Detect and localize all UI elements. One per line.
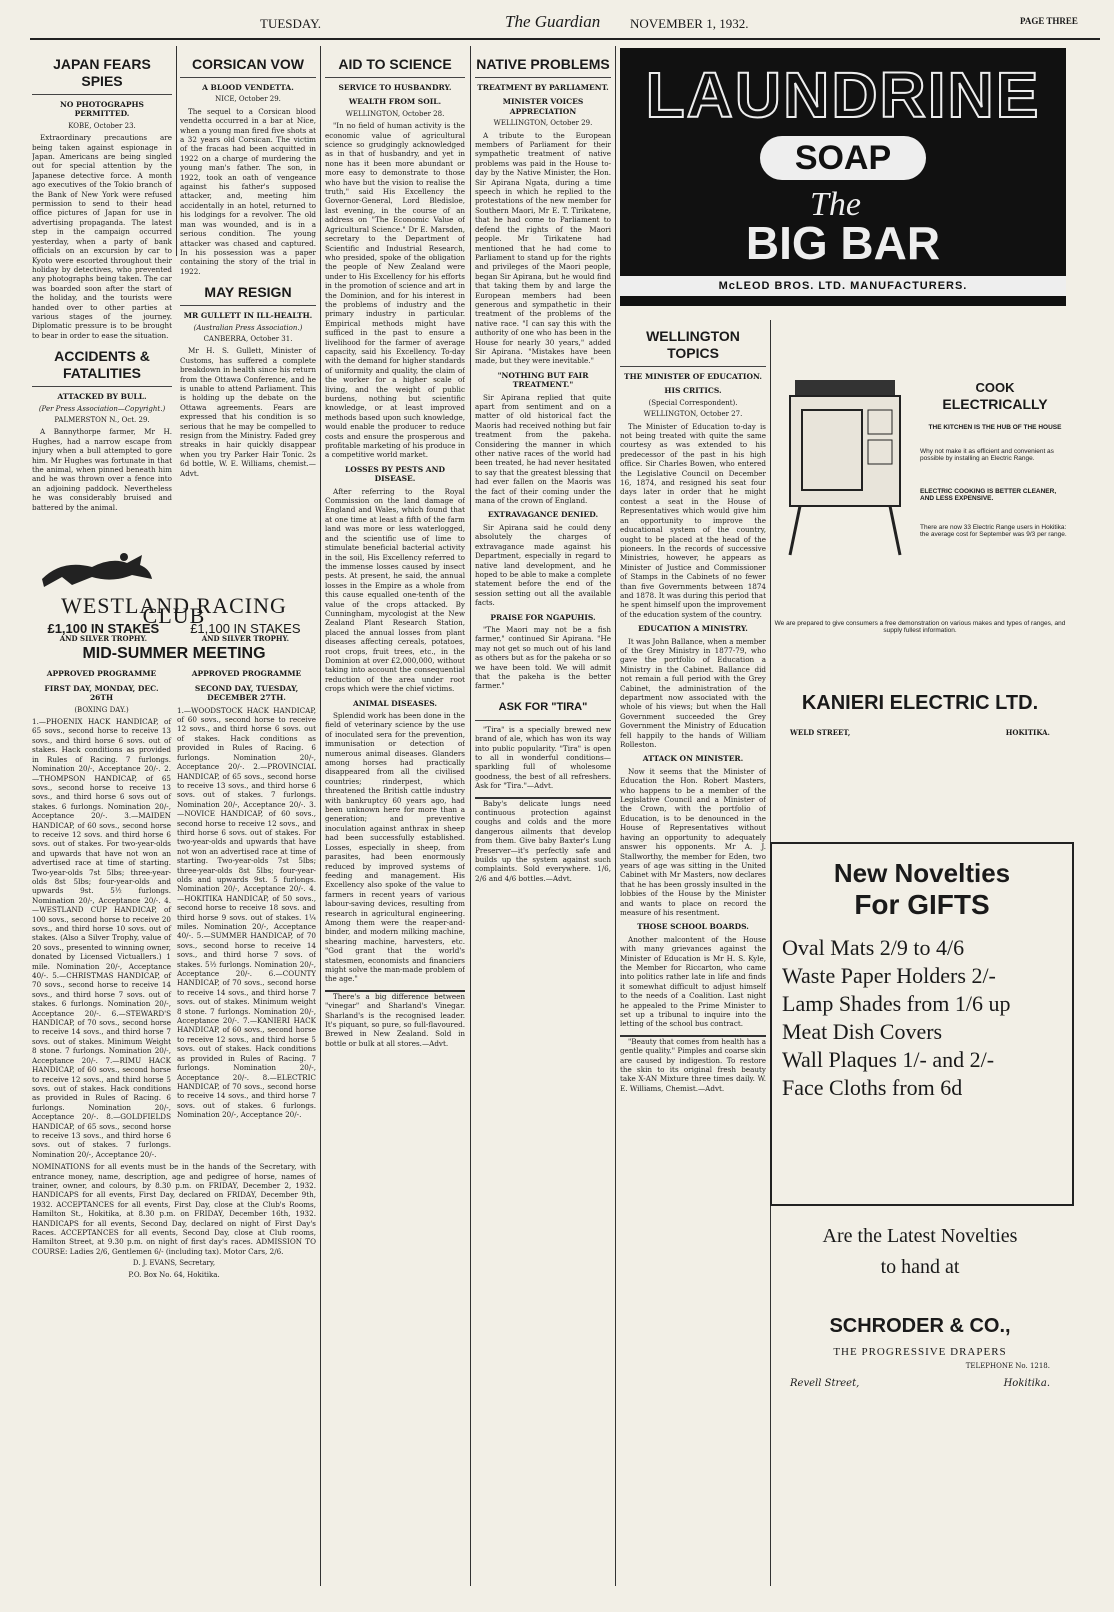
- secretary-name: D. J. EVANS, Secretary,: [132, 1259, 216, 1268]
- masthead-date: NOVEMBER 1, 1932.: [630, 16, 749, 31]
- article-subhead: ATTACK ON MINISTER.: [642, 754, 744, 764]
- article-headline: WELLINGTON TOPICS: [620, 328, 766, 367]
- article-subhead: WEALTH FROM SOIL.: [348, 97, 442, 107]
- article-headline: NATIVE PROBLEMS: [475, 56, 611, 78]
- day-heading: SECOND DAY, TUESDAY, DECEMBER 27TH.: [194, 683, 299, 703]
- laundrine-soap-advert: [620, 48, 1066, 306]
- article-body: Now it seems that the Minister of Education the Hon. Robert Masters, who happens to be a member of the Legislative Council and a Minister of the Crown, with the portfolio of Education, is to be denounced in the House of Representatives without having an opportunity to adequately answer his opponents. Mr A. J. Stallworthy, the member for Eden, two years of age was sitting in the United Cabinet with Mr Masters, now declares that he has been grossly insulted in the lobbies of the House by the Minister and wants to place on record the measure of his resentment.: [620, 766, 766, 917]
- novelty-item: Wall Plaques 1/- and 2/-: [782, 1047, 995, 1072]
- article-body: Splendid work has been done in the field of veterinary science by the use of inoculated sera for the prevention, immunisation or detection of numerous animal diseases. Glanders among horses had practically disappeared from all the civilised countries; rinderpest, which threatened the British cattle industry with bankruptcy 60 years ago, had been unknown here for more than a generation; and preventive inoculation against anthrax in sheep had been successfully established. Losses, especially in sheep, from parasites, had been enormously reduced by improved systems of feeding and management. His Excellency also spoke of the value to farmers in recent years of various labour-saving devices, resulting from research in agricultural engineering. Among them were the reaper-and-binder, and modern milking machine, shearing machine, harvesters, etc. "God grant that the world's statesmen, economists and financiers might solve the man-made problem of the age.": [325, 711, 465, 984]
- credit: (Australian Press Association.): [193, 323, 303, 332]
- column-5: [620, 320, 766, 1585]
- novelties-title-2: For GIFTS: [854, 889, 990, 920]
- company-town: HOKITIKA.: [1005, 728, 1050, 737]
- article-body: Sir Apirana replied that quite apart from sentiment and on a matter of old historical fact the Maoris had received nothing but fair treatment from the pakeha. Considering the manner in which other native races of the world had been treated, he had never hesitated to say that the greatest blessing that had ever fallen on the Maoris was the fact of their coming under the mana of the crown of England.: [475, 392, 611, 506]
- article-body: A tribute to the European members of Parliament for their sympathetic treatment of native problems was paid in the House to-day by the Native Minister, the Hon. Sir Apirana Ngata, during a time speech in which he replied to the protestations of the new member for Southern Maori, Mr E. T. Tirikatene, that he had come to Parliament to defend the rights of the Maori people. Mr Tirikatene had mentioned that he had come to Parliament to stand up for the rights and privileges of the Maori people, began Sir Apirana, but he would find that taking them by and large the European members had been generous and sympathetic in their treatment of the problems of the native race. "I can say this with the authority of one who has been in the House for nearly 30 years," added Sir Apirana. "Mistakes have been made, but they were inevitable.": [475, 130, 611, 366]
- store-phone: TELEPHONE No. 1218.: [965, 1362, 1050, 1370]
- meeting-title: MID-SUMMER MEETING: [82, 645, 266, 663]
- kanieri-electric-advert: [770, 330, 1070, 737]
- trophy-line: AND SILVER TROPHY.: [59, 633, 147, 643]
- latest-line-2: to hand at: [880, 1256, 960, 1278]
- programme-day-one: [32, 664, 171, 1162]
- stakes-left: [47, 621, 160, 643]
- racing-club-title: WESTLAND RACING CLUB: [61, 593, 287, 628]
- article-subhead: A BLOOD VENDETTA.: [202, 83, 294, 92]
- article-subhead: THE MINISTER OF EDUCATION.: [624, 372, 762, 381]
- article-subhead: PRAISE FOR NGAPUHIS.: [490, 612, 596, 622]
- racing-club-advert: [32, 545, 316, 1575]
- article-body: A Bannythorpe farmer, Mr H. Hughes, had a narrow escape from injury when a bull attempted to gore him. Mr Hughes was fortunate in that the animal, when pinned beneath him and he was thrown over a fence into an adjoining paddock. Nevertheless he was considerably bruised and battered by the animal.: [32, 427, 172, 512]
- column-rule: [176, 46, 177, 256]
- advert-text: "Beauty that comes from health has a gentle quality." Pimples and coarse skin are caused by indigestion. To restore the skin to its original fresh beauty take X-AN Mixture three times daily. W. E. Williams, Chemist.—Advt.: [620, 1036, 766, 1093]
- manufacturer-line: McLEOD BROS. LTD. MANUFACTURERS.: [620, 276, 1066, 296]
- stakes-amount: £1,100 IN STAKES: [190, 621, 301, 637]
- article-subhead: LOSSES BY PESTS AND DISEASE.: [345, 464, 445, 484]
- programme-columns: [32, 664, 316, 1162]
- article-subhead: NO PHOTOGRAPHS PERMITTED.: [60, 100, 144, 119]
- article-subhead: "NOTHING BUT FAIR TREATMENT.": [497, 370, 589, 390]
- company-name: KANIERI ELECTRIC LTD.: [801, 692, 1039, 714]
- article-body: The Minister of Education to-day is not being treated with quite the same courtesy as was extended to his predecessor of the past in his high office. Sir Charles Bowen, who entered the Legislative Council on December 16, 1874, and resigned his seat four days later in order that he might contest a seat in the House of Representatives which would give him an opportunity to improve the educational system of the country, ought to be placed at the head of the pioneers. In the records of successive Ministries, however, he appears as Minister of Justice and Commissioner of Stamps in the Cabinets of no fewer than five Governments between 1874 and 1878. It was during this period that he spent himself upon the improvement of the education system of the country.: [620, 421, 766, 619]
- stakes-amount: £1,100 IN STAKES: [47, 621, 160, 637]
- article-body: Another malcontent of the House with many grievances against the Minister of Education is Mr H. S. Kyle, the Member for Riccarton, who came into politics rather late in life and finds it somewhat difficult to adjust himself to the needs of a Coalition. Last night he appealed to the Prime Minister to set up a tribunal to inquire into the letting of the school bus contract.: [620, 934, 766, 1029]
- article-subhead: MR GULLETT IN ILL-HEALTH.: [183, 311, 313, 321]
- store-tagline: THE PROGRESSIVE DRAPERS: [833, 1346, 1007, 1358]
- dateline: KOBE, October 23.: [68, 121, 136, 130]
- big-bar-label: BIG BAR: [745, 217, 941, 269]
- article-headline: ACCIDENTS & FATALITIES: [32, 348, 172, 387]
- electric-range-icon: [780, 370, 910, 560]
- advert-text: Baby's delicate lungs need continuous protection against coughs and colds and the more dangerous ailments that develop from them. Give baby Baxter's Lung Preserver—it's perfectly safe and builds up the system against such complaints. Sold everywhere. 1/6, 2/6 and 4/6 bottles.—Advt.: [475, 798, 611, 883]
- column-4: [475, 48, 611, 1578]
- programme-heading: APPROVED PROGRAMME: [46, 669, 157, 679]
- company-street: WELD STREET,: [790, 728, 851, 737]
- dateline: WELLINGTON, October 29.: [493, 119, 593, 128]
- masthead: [30, 6, 1100, 40]
- cook-text: There are now 33 Electric Range users in Hokitika: the average cost for September was 9/3 per range.: [920, 524, 1067, 538]
- column-3: [325, 48, 465, 1578]
- advert-text: "Tira" is a specially brewed new brand of ale, which has won its way into public popularity. "Tira" is open to all in wonderful conditions—sparkling full of wholesome goodness, the best of all refreshers. Ask for "Tira."—Advt.: [475, 724, 611, 791]
- soap-label: SOAP: [760, 136, 926, 180]
- store-address: [790, 1378, 1050, 1389]
- article-body: Sir Apirana said he could deny absolutely the charges of extravagance made against his Department, especially in regard to native land development, and he hoped to be able to make a complete statement before the end of the session setting out all the available facts.: [475, 522, 611, 608]
- novelty-item: Waste Paper Holders 2/-: [782, 963, 996, 988]
- article-body: Extraordinary precautions are being taken against espionage in Japan. Americans are being singled out for special attention by the Japanese detective force. A month ago executives of the Tokio branch of the Bank of New York were refused permission to send to their head office pictures of Japan for use in advertising propaganda. The latest step in the campaign occurred yesterday, when a party of bank officials on an excursion by car to Kyoto were escorted throughout their holiday by detectives, who prevented any photographs being taken. The car was boarded soon after the start of the holiday, and the tourists were handed over to other parties at various stages of the journey. Diplomatic pressure is to be brought to bear in order to ease the situation.: [32, 133, 172, 340]
- article-body: "In no field of human activity is the economic value of agricultural science so grudgingly acknowledged as in that of husbandry, and yet in none has it been more abundant or more easy to demonstrate to those who have but the vision to realise the truth," said His Excellency the Governor-General, Lord Bledisloe, last evening, in the course of an address on "The Economic Value of Agricultural Science." Dr E. Marsden, secretary to the Department of Scientific and Industrial Research, who presided, spoke of the obligation the people of New Zealand were under to His Excellency for his efforts in the promotion of science and art in the Dominion, and for his interest in the problems of industry and the primary industry in particular. Empirical methods might have sufficed in the past to ensure a livelihood for the farmer of average capacity, said his Excellency. To-day with the demand for higher standards of uniformity and quality, the claim of the worker for a higher scale of living, and the weight of public burdens, nothing but scientific knowledge, or at least improved methods based upon such knowledge, would enable the producer to reduce costs and ensure the prosperous and profitable marketing of his produce in a competitive world market.: [325, 121, 465, 460]
- day-heading: FIRST DAY, MONDAY, DEC. 26TH: [44, 683, 159, 703]
- article-subhead: EXTRAVAGANCE DENIED.: [487, 510, 599, 520]
- race-list: 1.—PHOENIX HACK HANDICAP, of 65 sovs., second horse to receive 13 sovs., and third horse 6 sovs. out of stakes. Hack conditions as provided in Rules of Racing. 7 furlongs. Nomination 20/-, Acceptance 20/-. 2.—THOMPSON HANDICAP, of 65 sovs., second horse to receive 13 sovs., and third horse 6 sovs out of stakes. 6 furlongs. Nomination 20/-, Acceptance 20/-. 3.—MAIDEN HANDICAP, of 60 sovs., second horse to receive 12 sovs. and third horse 6 sovs. out of stakes. For two-year-olds and upwards that have not won an advertised race at time of starting. Two-year-olds 7st 5lbs; three-year-olds 8st 5lbs; four-year-olds and upwards 9st. 5½ furlongs. Nomination 20/-, Acceptance 20/-. 4.—WESTLAND CUP HANDICAP, of 100 sovs., second horse to receive 20 sovs., and third horse 10 sovs. out of stakes. (Also a Silver Trophy, value of 20 sovs., presented to winning owner, donated by Licensed Victuallers.) 1 mile. Nomination 20/-, Acceptance 40/-. 5.—CHRISTMAS HANDICAP, of 70 sovs., second horse to receive 14 sovs., and third horse 7 sovs. out of stakes. 6 furlongs. Nomination 20/-, Acceptance 20/-. 6.—STEWARD'S HANDICAP, of 70 sovs., second horse to receive 14 sovs., and third horse 7 sovs. out of stakes. Minimum Weight 8 stone. 7 furlongs. Nomination 20/-, Acceptance 20/-. 7.—RIMU HACK HANDICAP, of 60 sovs., second horse to receive 12 sovs., and third horse 5 sovs. out of stakes. Hack conditions as provided in Rules of Racing. 6 furlongs. Nomination 20/-, Acceptance 20/-. 8.—GOLDFIELDS HANDICAP, of 65 sovs., second horse to receive 13 sovs., and third horse 6 sovs. out of stakes. 7 furlongs. Nomination 20/-, Acceptance 20/-.: [32, 717, 171, 1159]
- article-subhead: MINISTER VOICES APPRECIATION: [502, 97, 584, 116]
- dateline: PALMERSTON N., Oct. 29.: [54, 415, 150, 424]
- trophy-line: AND SILVER TROPHY.: [201, 633, 289, 643]
- article-subhead: THOSE SCHOOL BOARDS.: [637, 922, 749, 932]
- credit: (Special Correspondent).: [648, 398, 738, 407]
- masthead-day: TUESDAY.: [260, 16, 322, 31]
- article-headline: JAPAN FEARS SPIES: [32, 56, 172, 95]
- dateline: CANBERRA, October 31.: [203, 334, 293, 343]
- cook-text: ELECTRIC COOKING IS BETTER CLEANER, AND LESS EXPENSIVE.: [920, 488, 1057, 502]
- programme-day-two: [177, 664, 316, 1162]
- the-label: The: [810, 186, 861, 223]
- column-rule: [470, 46, 471, 1586]
- article-headline: AID TO SCIENCE: [325, 56, 465, 78]
- novelty-item: Meat Dish Covers: [782, 1019, 943, 1044]
- racehorse-icon: [32, 549, 162, 591]
- brand-name: LAUNDRINE: [645, 59, 1041, 131]
- cook-title-2: ELECTRICALLY: [942, 396, 1048, 412]
- article-body: "The Maori may not be a fish farmer," continued Sir Apirana. "He may not get so much out of his land as others but as for the pakeha or so we have been told. We will admit that the pakeha is the better farmer.": [475, 624, 611, 691]
- column-rule: [615, 46, 616, 1586]
- latest-line: Are the Latest Novelties: [822, 1225, 1018, 1247]
- schroder-store-advert: [770, 1225, 1070, 1545]
- secretary-address: P.O. Box No. 64, Hokitika.: [128, 1270, 220, 1279]
- store-street: Revell Street,: [790, 1378, 860, 1389]
- stakes-right: [190, 621, 301, 643]
- cook-tagline: THE KITCHEN IS THE HUB OF THE HOUSE: [928, 424, 1062, 431]
- dateline: WELLINGTON, October 27.: [643, 410, 743, 419]
- credit: (Per Press Association—Copyright.): [38, 404, 166, 413]
- dateline: NICE, October 29.: [215, 95, 281, 104]
- novelties-title: New Novelties: [833, 858, 1011, 888]
- article-headline: MAY RESIGN: [180, 284, 316, 306]
- article-body: It was John Ballance, when a member of the Grey Ministry in 1877-79, who gave the portfolio of Education a Ministry in the Cabinet. Ballance did not remain a full period with the Grey Cabinet, the administration of the department now associated with the whole of his views; but when the Hall Government succeeded the Grey Government the Ministry of Education fell happily to the hands of William Rolleston.: [620, 636, 766, 750]
- masthead-paper-name: The Guardian: [505, 12, 601, 31]
- column-2: [180, 48, 316, 538]
- article-subhead: SERVICE TO HUSBANDRY.: [338, 83, 452, 92]
- article-headline: CORSICAN VOW: [180, 56, 316, 78]
- cook-text: Why not make it as efficient and convenient as possible by installing an Electric Range.: [920, 448, 1054, 462]
- novelty-item: Lamp Shades from 1/6 up: [782, 991, 1011, 1016]
- store-town: Hokitika.: [1003, 1378, 1050, 1389]
- column-rule: [320, 46, 321, 1586]
- article-subhead: ATTACKED BY BULL.: [57, 392, 147, 402]
- article-subhead: EDUCATION A MINISTRY.: [638, 624, 748, 634]
- article-subhead: HIS CRITICS.: [664, 386, 722, 396]
- schroder-novelties-advert: [770, 842, 1074, 1206]
- cook-title: COOK: [975, 380, 1015, 395]
- column-1: [32, 48, 172, 538]
- day-subheading: (BOXING DAY.): [74, 705, 129, 714]
- programme-heading: APPROVED PROGRAMME: [191, 669, 302, 679]
- race-list: 1.—WOODSTOCK HACK HANDICAP, of 60 sovs., second horse to receive 12 sovs., and third horse 6 sovs. out of stakes. Hack conditions as provided in Rules of Racing. 6 furlongs. Nomination 20/-, Acceptance 20/-. 2.—PROVINCIAL HANDICAP, of 65 sovs., second horse to receive 13 sovs., and third horse 6 sovs. out of stakes. 7 furlongs. Nomination 20/-, Acceptance 20/-. 3.—NOVICE HANDICAP, of 60 sovs., second horse to receive 12 sovs., and third horse 6 sovs. out of stakes. For two-year-olds and upwards that have not won an advertised race at time of starting. Two-year-olds 7st 5lbs; three-year-olds 8st 5lbs; four-year-olds and upwards 9st. 5 furlongs. Nomination 20/-, Acceptance 20/-. 4.—HOKITIKA HANDICAP, of 50 sovs., second horse to receive 18 sovs. and third horse 9 sovs. out of stakes. 1¼ miles. Nomination 20/-, Acceptance 40/-. 5.—SUMMER HANDICAP, of 70 sovs., second horse to receive 14 sovs., and third horse 7 sovs. of stakes. 5½ furlongs. Nomination 20/-, Acceptance 20/-. 6.—COUNTY HANDICAP, of 70 sovs., second horse to receive 14 sovs., and third horse 7 sovs. out of stakes. Minimum weight 8 stone. 7 furlongs. Nomination 20/-, Acceptance 20/-. 7.—KANIERI HACK HANDICAP, of 60 sovs., second horse to receive 12 sovs., and third horse 5 sovs. out of stakes. Hack conditions as provided in Rules of Racing. 7 furlongs. Nomination 20/-, Acceptance 20/-. 8.—ELECTRIC HANDICAP, of 70 sovs., second horse to receive 14 sovs., and third horse 7 sovs. out of stakes. 6 furlongs. Nomination 20/-, Acceptance 20/-.: [177, 705, 316, 1120]
- article-subhead: ANIMAL DISEASES.: [352, 698, 438, 708]
- article-body: The sequel to a Corsican blood vendetta occurred in a bar at Nice, when a young man fired five shots at a 32 years old Corsican. The victim of the fracas had been acquitted in 1922 on a charge of murdering the young man's father. The son, in 1922, took an oath of vengeance against his father's supposed attacker, and, meeting him accidentally in an hotel, returned to his lodgings for a revolver. The old man was wounded, and is in a serious condition. The young attacker was chased and captured. In his possession was a paper containing the story of the trial in 1922.: [180, 106, 316, 276]
- novelty-item: Oval Mats 2/9 to 4/6: [782, 935, 965, 960]
- page-number: PAGE THREE: [1020, 16, 1078, 26]
- article-subhead: TREATMENT BY PARLIAMENT.: [477, 83, 609, 92]
- advert-headline: ASK FOR "TIRA": [475, 699, 611, 721]
- demo-text: We are prepared to give consumers a free demonstration on various makes and types of ranges, and supply fullest information.: [774, 620, 1066, 634]
- article-body: After referring to the Royal Commission on the land damage of England and Wales, which found that at one time at least a fifth of the farm land was more or less waterlogged, and the scientific use of lime to stimulate beneficial bacterial activity in the soil, His Excellency referred to the immense losses caused by insect pests. At present, he said, the annual losses in the Empire as a whole from this cause equalled one-tenth of the value of the crops attacked. By Cunningham, mycologist at the New Zealand Plant Research Station, placed the annual losses from plant diseases affecting cereals, potatoes, root crops, fruit trees, etc., in the Dominion at over £2,000,000, without taking into account the consequential reduction of the area under root crops which were the chief victims.: [325, 486, 465, 694]
- dateline: WELLINGTON, October 28.: [345, 109, 445, 118]
- store-name: SCHRODER & CO.,: [829, 1315, 1011, 1337]
- advert-text: There's a big difference between "vinegar" and Sharland's Vinegar. Sharland's is the recognised leader. It's piquant, so pure, so full-flavoured. Brewed in New Zealand. Sold in bottle or bulk at all stores.—Advt.: [325, 991, 465, 1048]
- article-body: Mr H. S. Gullett, Minister of Customs, has suffered a complete breakdown in health since his return from the Ottawa Conference, and he is unable to attend Parliament. This is holding up the debate on the Ottawa agreements. Fears are expressed that his condition is so serious that he may be compelled to resign from the Ministry. Faded grey streaks in hair quickly disappear when you try Parker Hair Tonic. 2s 6d bottle, W. E. Williams, chemist.—Advt.: [180, 346, 316, 478]
- race-conditions: NOMINATIONS for all events must be in the hands of the Secretary, with entrance money, name, description, age and pedigree of horse, names of trainer, owner, and colours, by 8.30 p.m. on FRIDAY, December 2, 1932. HANDICAPS for all events, First Day, declared on FRIDAY, December 9th, 1932. ACCEPTANCES for all events, First Day, close at the Club's Rooms, Hamilton St., Hokitika, at 8.30 p.m. on FRIDAY, December 16th, 1932. HANDICAPS for all events, Second Day, declared on night of First Day's Races. ACCEPTANCES for all events, Second Day, close at Club rooms, Hamilton Street, at 9.30 p.m. on night of first day's races. ADMISSION TO COURSE: Ladies 2/6, Gentlemen 6/- (including tax). Motor Cars, 2/6.: [32, 1162, 316, 1256]
- novelty-item: Face Cloths from 6d: [782, 1075, 963, 1100]
